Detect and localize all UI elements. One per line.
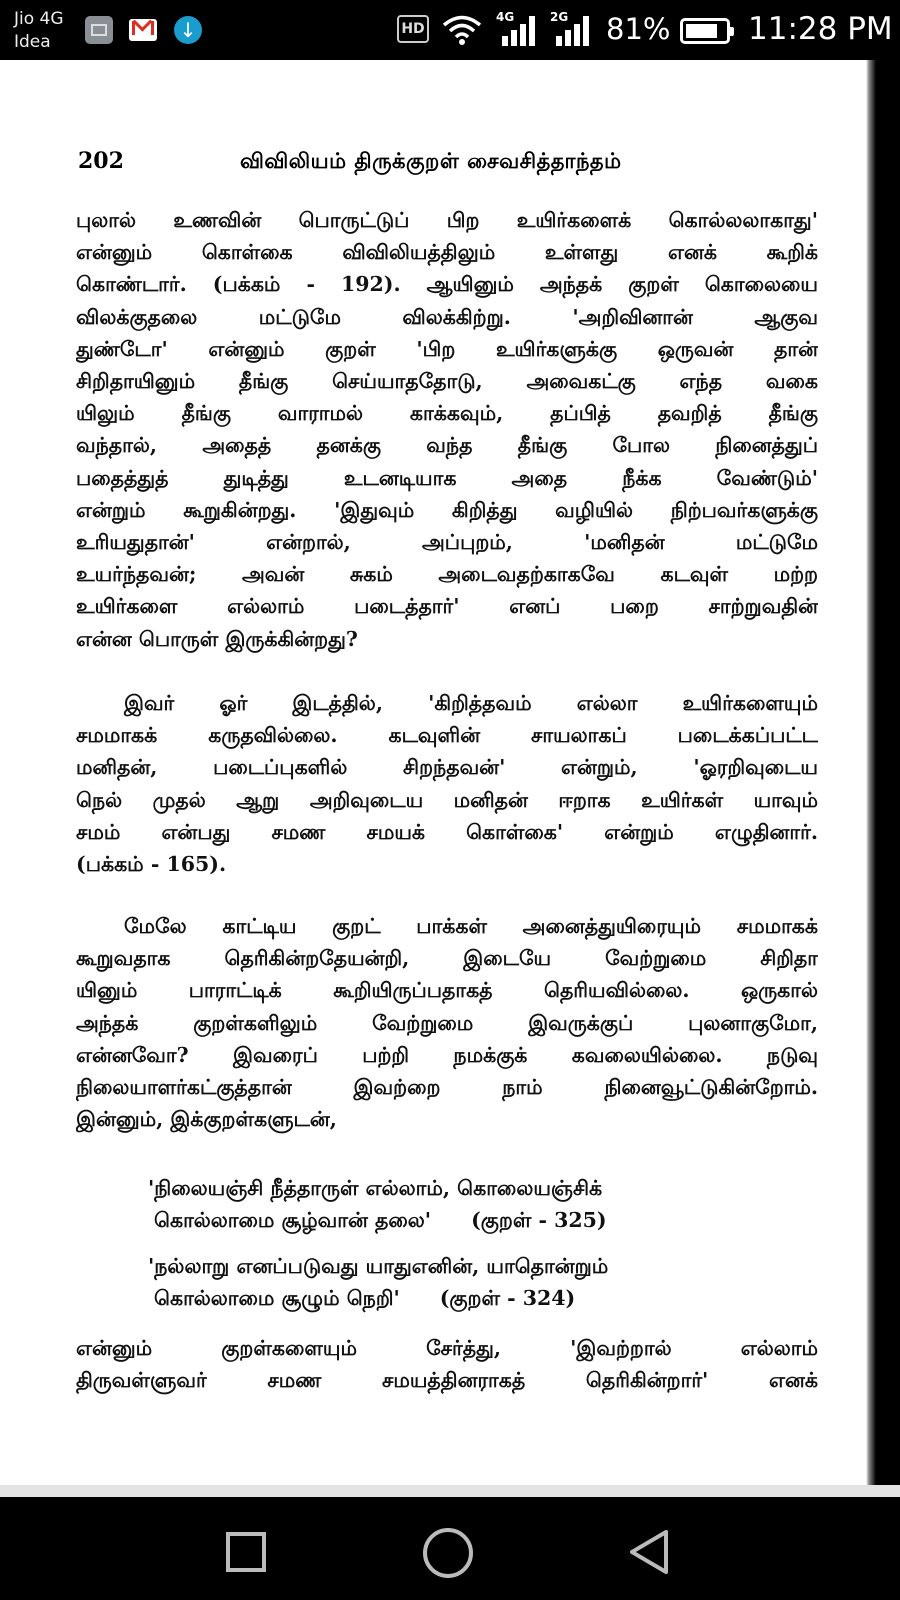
text-line: பதைத்துத் துடித்து உடனடியாக அதை நீக்க வேண்டும்': [76, 465, 818, 490]
text-line: சமம் என்பது சமண சமயக் கொள்கை' என்றும் எழுதினார்.: [76, 819, 818, 844]
text-line: மனிதன், படைப்புகளில் சிறந்தவன்' என்றும், 'ஓரறிவுடைய: [76, 755, 818, 780]
paragraph-3: [76, 910, 818, 1135]
text-line: வந்தால், அதைத் தனக்கு வந்த தீங்கு போல நினைத்துப்: [76, 433, 818, 458]
text-line: நிலையாளர்கட்குத்தான் இவற்றை நாம் நினைவூட்டுகின்றோம்.: [76, 1075, 818, 1100]
kural-reference: (குறள் - 324): [439, 1286, 576, 1310]
network-4g-label: 4G: [496, 10, 515, 24]
carrier-line-2: Idea: [14, 32, 51, 52]
text-line: என்றும் கூறுகின்றது. 'இதுவும் கிறித்து வழியில் நிற்பவர்களுக்கு: [76, 497, 818, 522]
carrier-line-1: Jio 4G: [14, 9, 64, 29]
text-line: சமமாகக் கருதவில்லை. கடவுளின் சாயலாகப் படைக்கப்பட்ட: [76, 723, 818, 748]
hd-icon: HD: [397, 15, 429, 43]
text-line: (பக்கம் - 165).: [76, 852, 227, 877]
status-bar: [0, 0, 900, 60]
battery-percent: 81%: [606, 12, 671, 46]
paragraph-4: [76, 1332, 818, 1396]
text-line: நெல் முதல் ஆறு அறிவுடைய மனிதன் ஈறாக உயிர்கள் யாவும்: [76, 787, 818, 812]
battery-icon: [680, 18, 730, 44]
text-line: மேலே காட்டிய குறட் பாக்கள் அனைத்துயிரையும் சமமாகக்: [124, 914, 818, 938]
quote-line: 'நல்லாறு எனப்படுவது யாதுஎனின், யாதொன்றும்: [148, 1254, 609, 1278]
page-bottom-strip: [0, 1485, 900, 1497]
kural-quote-324: [148, 1250, 608, 1314]
download-icon: [174, 16, 202, 44]
carrier-label: [14, 8, 64, 54]
text-line: உரியதுதான்' என்றால், அப்புறம், 'மனிதன் மட்டுமே: [76, 530, 818, 555]
network-2g-label: 2G: [550, 10, 569, 24]
text-line: விலக்குதலை மட்டுமே விலக்கிற்று. 'அறிவினான் ஆகுவ: [76, 304, 818, 329]
kural-quote-325: [148, 1172, 607, 1236]
signal-2g-icon: [550, 12, 594, 46]
paragraph-1: [76, 204, 818, 655]
signal-4g-icon: [496, 12, 540, 46]
running-head: விவிலியம் திருக்குறள் சைவசித்தாந்தம்: [240, 148, 622, 173]
text-line: சிறிதாயினும் தீங்கு செய்யாததோடு, அவைகட்கு எந்த வகை: [76, 369, 818, 394]
paragraph-2: [76, 687, 818, 880]
text-line: என்ன பொருள் இருக்கின்றது?: [76, 626, 358, 651]
text-line: துண்டோ' என்னும் குறள் 'பிற உயிர்களுக்கு ஒருவன் தான்: [76, 336, 818, 361]
wifi-icon: [442, 14, 482, 46]
quote-line: கொல்லாமை சூழ்வான் தலை': [154, 1208, 432, 1232]
recents-button[interactable]: [226, 1532, 266, 1572]
text-line: கூறுவதாக தெரிகின்றதேயன்றி, இடையே வேற்றுமை சிறிதா: [76, 946, 818, 971]
page-scan-edge: [866, 60, 900, 1485]
text-line: திருவள்ளுவர் சமண சமயத்தினராகத் தெரிகின்றார்' எனக்: [76, 1368, 818, 1393]
text-line: இன்னும், இக்குறள்களுடன்,: [76, 1107, 337, 1132]
text-line: உயர்ந்தவன்; அவன் சுகம் அடைவதற்காகவே கடவுள் மற்ற: [76, 562, 818, 587]
quote-line: 'நிலையஞ்சி நீத்தாருள் எல்லாம், கொலையஞ்சிக்: [148, 1176, 603, 1200]
kural-reference: (குறள் - 325): [471, 1208, 607, 1232]
text-line: அந்தக் குறள்களிலும் வேற்றுமை இவருக்குப் புலனாகுமோ,: [76, 1010, 818, 1035]
text-line: என்னும் குறள்களையும் சேர்த்து, 'இவற்றால் எல்லாம்: [76, 1336, 818, 1360]
text-line: புலால் உணவின் பொருட்டுப் பிற உயிர்களைக் கொல்லலாகாது': [76, 208, 818, 232]
text-line: இவர் ஓர் இடத்தில், 'கிறித்தவம் எல்லா உயிர்களையும்: [124, 691, 818, 715]
page-number: 202: [78, 148, 124, 174]
clock: 11:28 PM: [748, 11, 893, 47]
quote-line: கொல்லாமை சூழும் நெறி': [154, 1286, 400, 1310]
gmail-icon: [129, 19, 157, 41]
text-line: என்னவோ? இவரைப் பற்றி நமக்குக் கவலையில்லை. நடுவு: [76, 1042, 818, 1067]
gallery-icon: [85, 16, 113, 44]
text-line: யிலும் தீங்கு வாராமல் காக்கவும், தப்பித் தவறித் தீங்கு: [76, 401, 818, 426]
text-line: கொண்டார். (பக்கம் - 192). ஆயினும் அந்தக் குறள் கொலையை: [76, 272, 818, 297]
text-line: என்னும் கொள்கை விவிலியத்திலும் உள்ளது எனக் கூறிக்: [76, 240, 818, 265]
document-page[interactable]: [0, 60, 900, 1485]
home-button[interactable]: [423, 1528, 473, 1578]
back-button[interactable]: [626, 1528, 670, 1576]
text-line: உயிர்களை எல்லாம் படைத்தார்' எனப் பறை சாற்றுவதின்: [76, 594, 818, 619]
text-line: யினும் பாராட்டிக் கூறியிருப்பதாகத் தெரியவில்லை. ஒருகால்: [76, 978, 818, 1003]
